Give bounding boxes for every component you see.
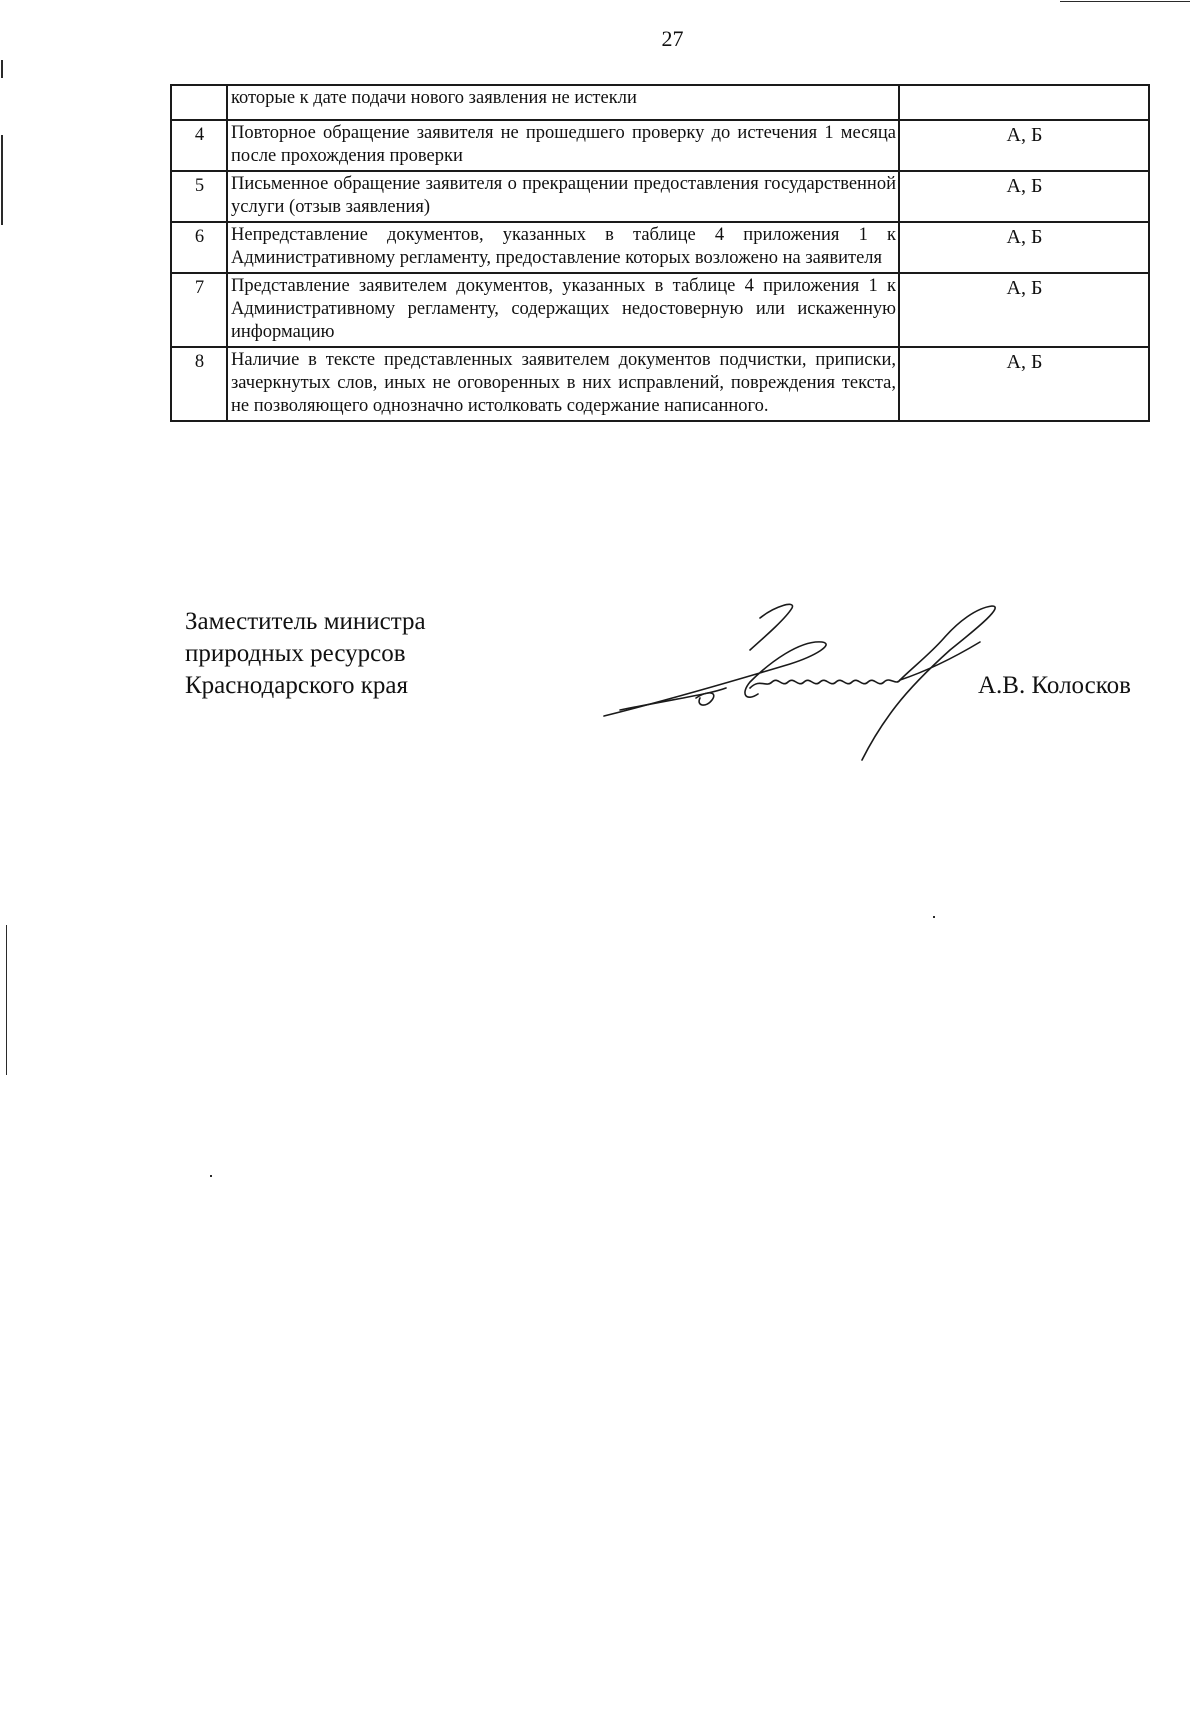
row-number-cell — [171, 85, 227, 120]
position-line: Краснодарского края — [185, 672, 408, 699]
conditions-table — [170, 84, 1150, 422]
scan-artifact — [1, 60, 3, 78]
row-code-cell: А, Б — [899, 273, 1149, 347]
row-text-cell: Представление заявителем документов, указанных в таблице 4 приложения 1 к Административному регламенту, содержащих недостоверную или искаженную информацию — [227, 273, 899, 347]
handwritten-signature — [600, 598, 1040, 763]
row-number-cell: 5 — [171, 171, 227, 222]
table-row — [171, 347, 1149, 421]
table-row — [171, 222, 1149, 273]
row-number-cell: 7 — [171, 273, 227, 347]
row-code-cell: А, Б — [899, 171, 1149, 222]
scan-artifact — [1, 135, 3, 225]
row-text-cell: Повторное обращение заявителя не прошедшего проверку до истечения 1 месяца после прохождения проверки — [227, 120, 899, 171]
page-number: 27 — [661, 26, 684, 51]
scan-artifact — [6, 925, 7, 1075]
row-text-cell: Непредставление документов, указанных в таблице 4 приложения 1 к Административному регламенту, предоставление которых возложено на заявителя — [227, 222, 899, 273]
row-number-cell: 6 — [171, 222, 227, 273]
row-code-cell — [899, 85, 1149, 120]
table-row — [171, 85, 1149, 120]
position-line: Заместитель министра — [185, 608, 426, 635]
table-row — [171, 171, 1149, 222]
row-number-cell: 8 — [171, 347, 227, 421]
scan-artifact — [210, 1175, 212, 1177]
position-line: природных ресурсов — [185, 640, 406, 667]
table-row — [171, 273, 1149, 347]
scan-artifact — [933, 916, 935, 918]
scan-artifact — [1060, 1, 1190, 2]
row-text-cell: Наличие в тексте представленных заявителем документов подчистки, приписки, зачеркнутых слов, иных не оговоренных в них исправлений, повреждения текста, не позволяющего однозначно истолковать содержание написанного. — [227, 347, 899, 421]
row-code-cell: А, Б — [899, 222, 1149, 273]
signatory-name: А.В. Колосков — [978, 672, 1131, 699]
row-code-cell: А, Б — [899, 347, 1149, 421]
row-text-cell: которые к дате подачи нового заявления не истекли — [227, 85, 899, 120]
row-number-cell: 4 — [171, 120, 227, 171]
signatory-position — [185, 606, 426, 702]
row-text-cell: Письменное обращение заявителя о прекращении предоставления государственной услуги (отзыв заявления) — [227, 171, 899, 222]
row-code-cell: А, Б — [899, 120, 1149, 171]
table-row — [171, 120, 1149, 171]
